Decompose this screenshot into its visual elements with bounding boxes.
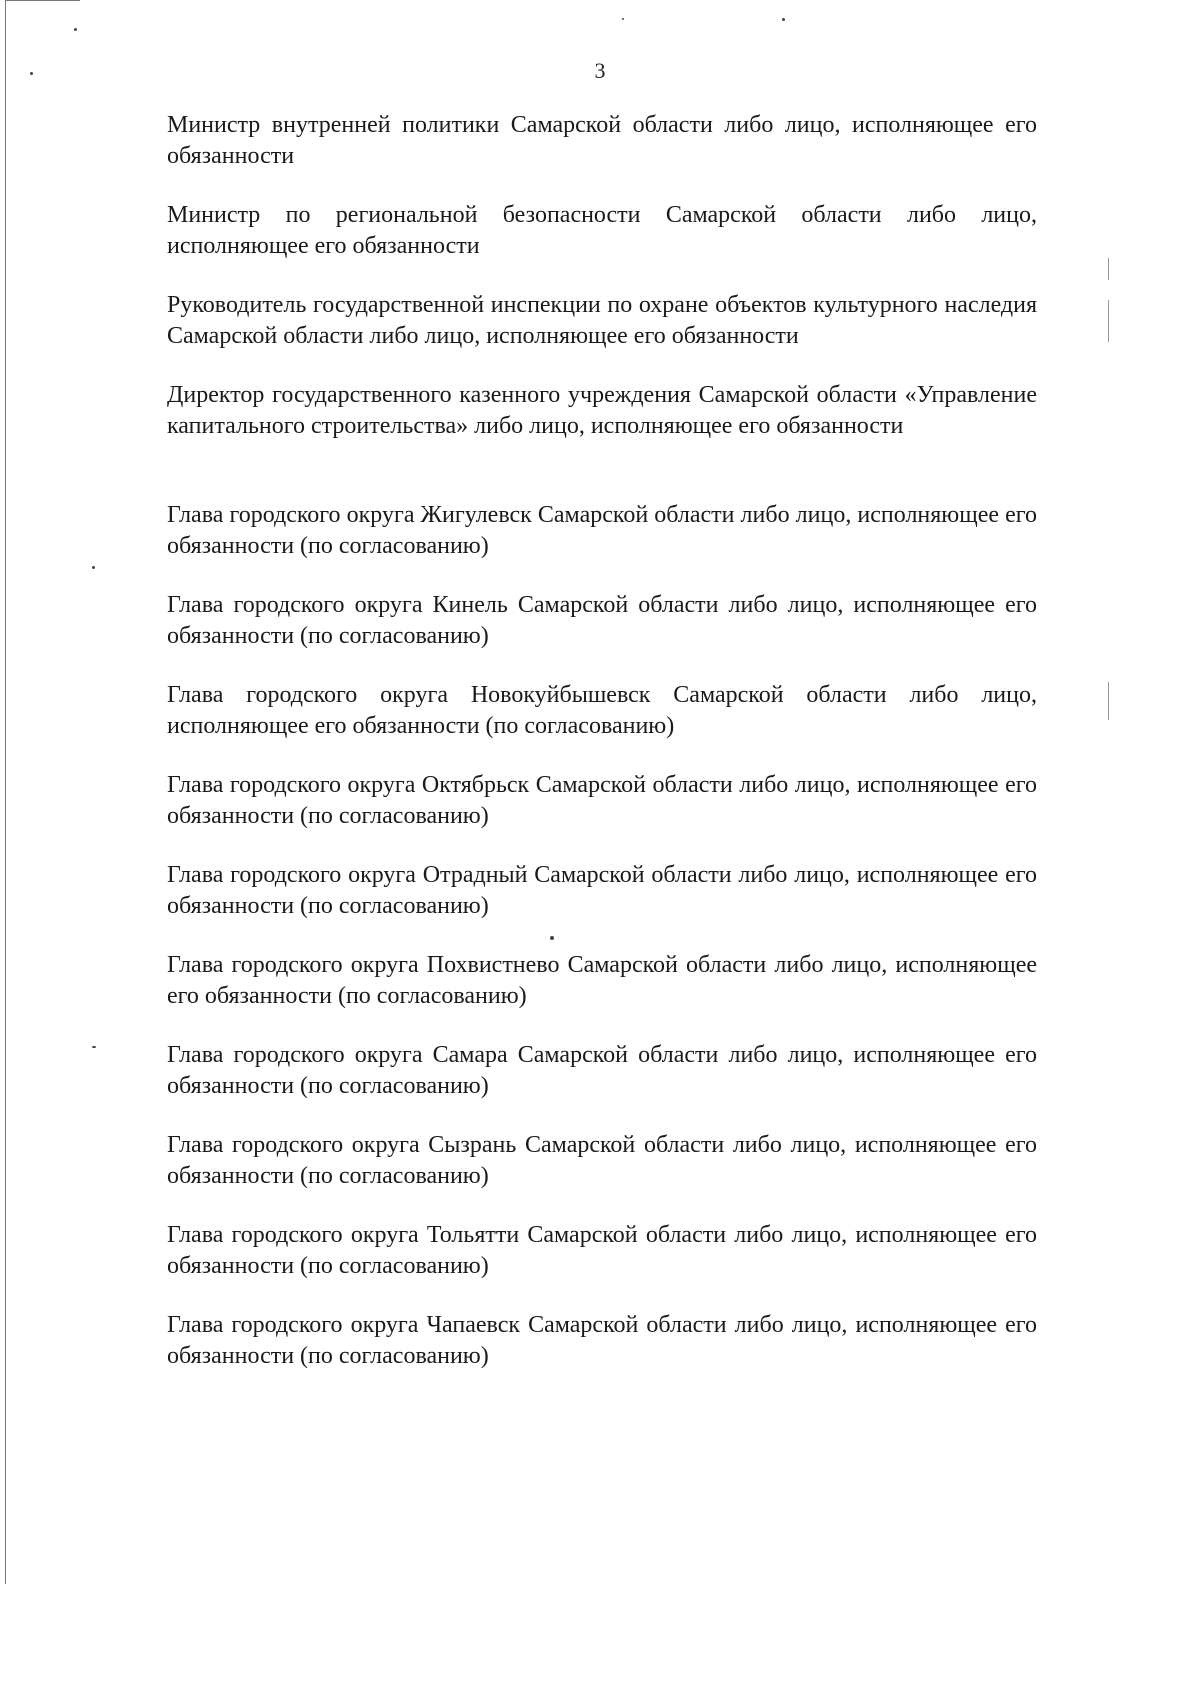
margin-tick: [1108, 682, 1109, 720]
list-item: Глава городского округа Похвистнево Самарской области либо лицо, исполняющее его обязанности (по согласованию): [167, 952, 1037, 1009]
list-item: Руководитель государственной инспекции по охране объектов культурного наследия Самарской области либо лицо, исполняющее его обязанности: [167, 292, 1037, 349]
scan-speck: [622, 18, 624, 20]
scan-speck: [74, 28, 77, 31]
list-item: Директор государственного казенного учреждения Самарской области «Управление капитального строительства» либо лицо, исполняющее его обязанности: [167, 382, 1037, 439]
list-item: Министр по региональной безопасности Самарской области либо лицо, исполняющее его обязанности: [167, 202, 1037, 259]
list-item: Глава городского округа Сызрань Самарской области либо лицо, исполняющее его обязанности (по согласованию): [167, 1132, 1037, 1189]
scan-edge-left: [5, 0, 6, 1584]
scan-speck: [92, 1046, 96, 1048]
list-item: Глава городского округа Чапаевск Самарской области либо лицо, исполняющее его обязанности (по согласованию): [167, 1312, 1037, 1369]
margin-tick: [1108, 300, 1109, 342]
list-item: Глава городского округа Тольятти Самарской области либо лицо, исполняющее его обязанности (по согласованию): [167, 1222, 1037, 1279]
list-item: Глава городского округа Жигулевск Самарской области либо лицо, исполняющее его обязанности (по согласованию): [167, 502, 1037, 559]
list-item: Глава городского округа Кинель Самарской области либо лицо, исполняющее его обязанности (по согласованию): [167, 592, 1037, 649]
scan-edge-top: [5, 0, 80, 1]
official-list: [167, 110, 1037, 1372]
scan-speck: [782, 18, 785, 21]
list-item: Министр внутренней политики Самарской области либо лицо, исполняющее его обязанности: [167, 112, 1037, 169]
list-item: Глава городского округа Отрадный Самарской области либо лицо, исполняющее его обязанности (по согласованию): [167, 862, 1037, 919]
page-number: 3: [594, 58, 606, 83]
list-item: Глава городского округа Самара Самарской области либо лицо, исполняющее его обязанности (по согласованию): [167, 1042, 1037, 1099]
scan-speck: [92, 566, 95, 569]
list-item: Глава городского округа Новокуйбышевск Самарской области либо лицо, исполняющее его обязанности (по согласованию): [167, 682, 1037, 739]
list-item: Глава городского округа Октябрьск Самарской области либо лицо, исполняющее его обязанности (по согласованию): [167, 772, 1037, 829]
margin-tick: [1108, 258, 1109, 280]
